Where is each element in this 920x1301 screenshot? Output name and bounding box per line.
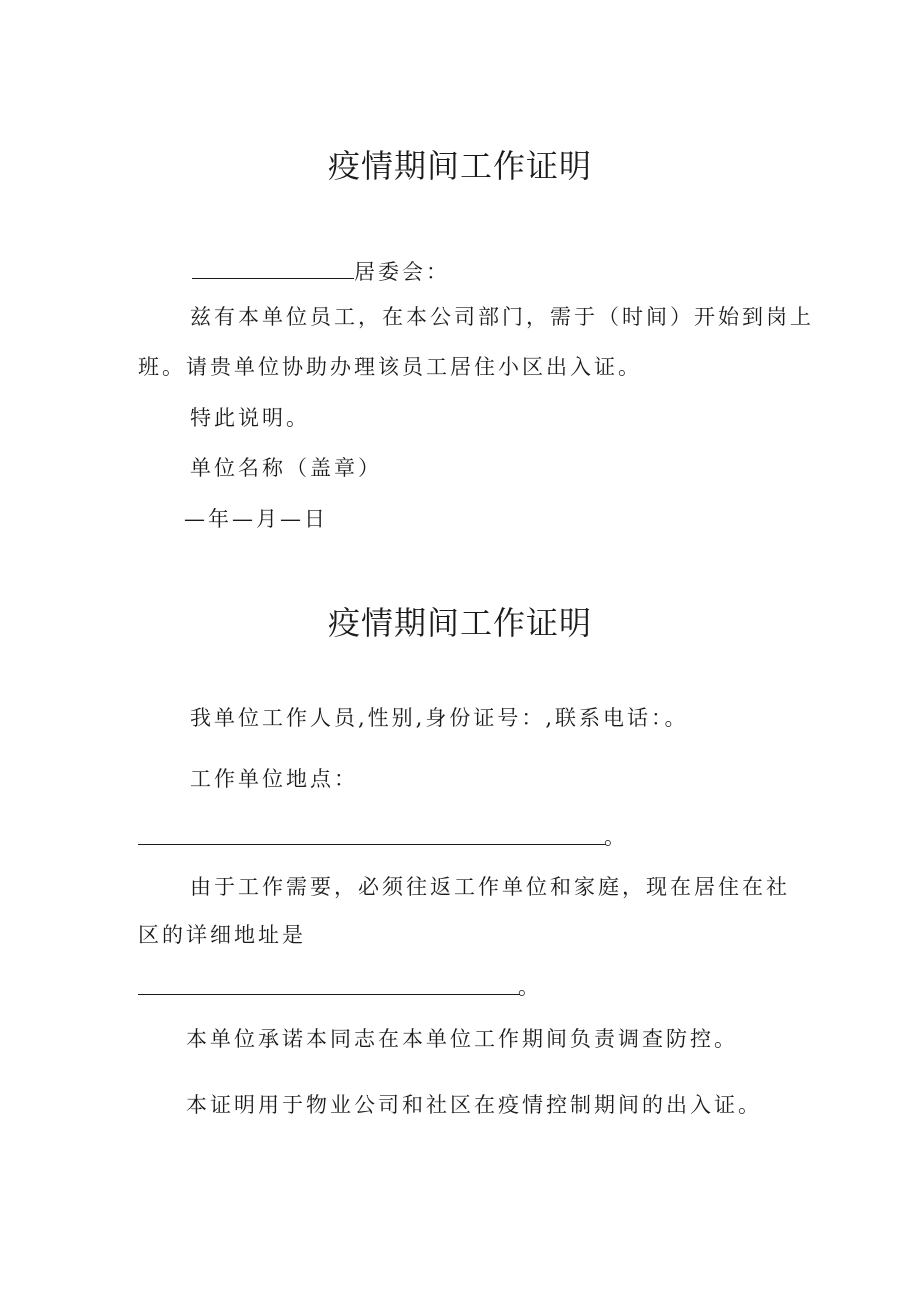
travel-para-line2: 区的详细地址是 — [138, 923, 306, 947]
addressee-blank — [192, 256, 354, 279]
line-end-2: 。 — [518, 975, 542, 999]
purpose-text: 本证明用于物业公司和社区在疫情控制期间的出入证。 — [186, 1093, 762, 1117]
work-location-blank — [138, 844, 606, 845]
line-end-1: 。 — [604, 825, 628, 849]
work-location-label: 工作单位地点： — [190, 767, 358, 791]
commitment-text: 本单位承诺本同志在本单位工作期间负责调查防控。 — [186, 1027, 738, 1051]
statement-text: 特此说明。 — [190, 406, 310, 430]
intro-text: 我单位工作人员,性别,身份证号：,联系电话：。 — [190, 706, 689, 730]
para1-line1: 兹有本单位员工，在本公司部门，需于（时间）开始到岗上 — [190, 305, 814, 329]
para1-line2: 班。请贵单位协助办理该员工居住小区出入证。 — [138, 355, 642, 379]
addressee-line — [192, 256, 450, 287]
company-seal-text: 单位名称（盖章） — [190, 456, 382, 480]
date-text: —年—月—日 — [184, 507, 328, 531]
document-title-2: 疫情期间工作证明 — [327, 604, 592, 642]
home-address-blank — [138, 994, 520, 995]
travel-para-line1: 由于工作需要，必须往返工作单位和家庭，现在居住在社 — [190, 875, 790, 899]
document-title-1: 疫情期间工作证明 — [327, 147, 592, 185]
addressee-suffix: 居委会： — [354, 260, 450, 284]
